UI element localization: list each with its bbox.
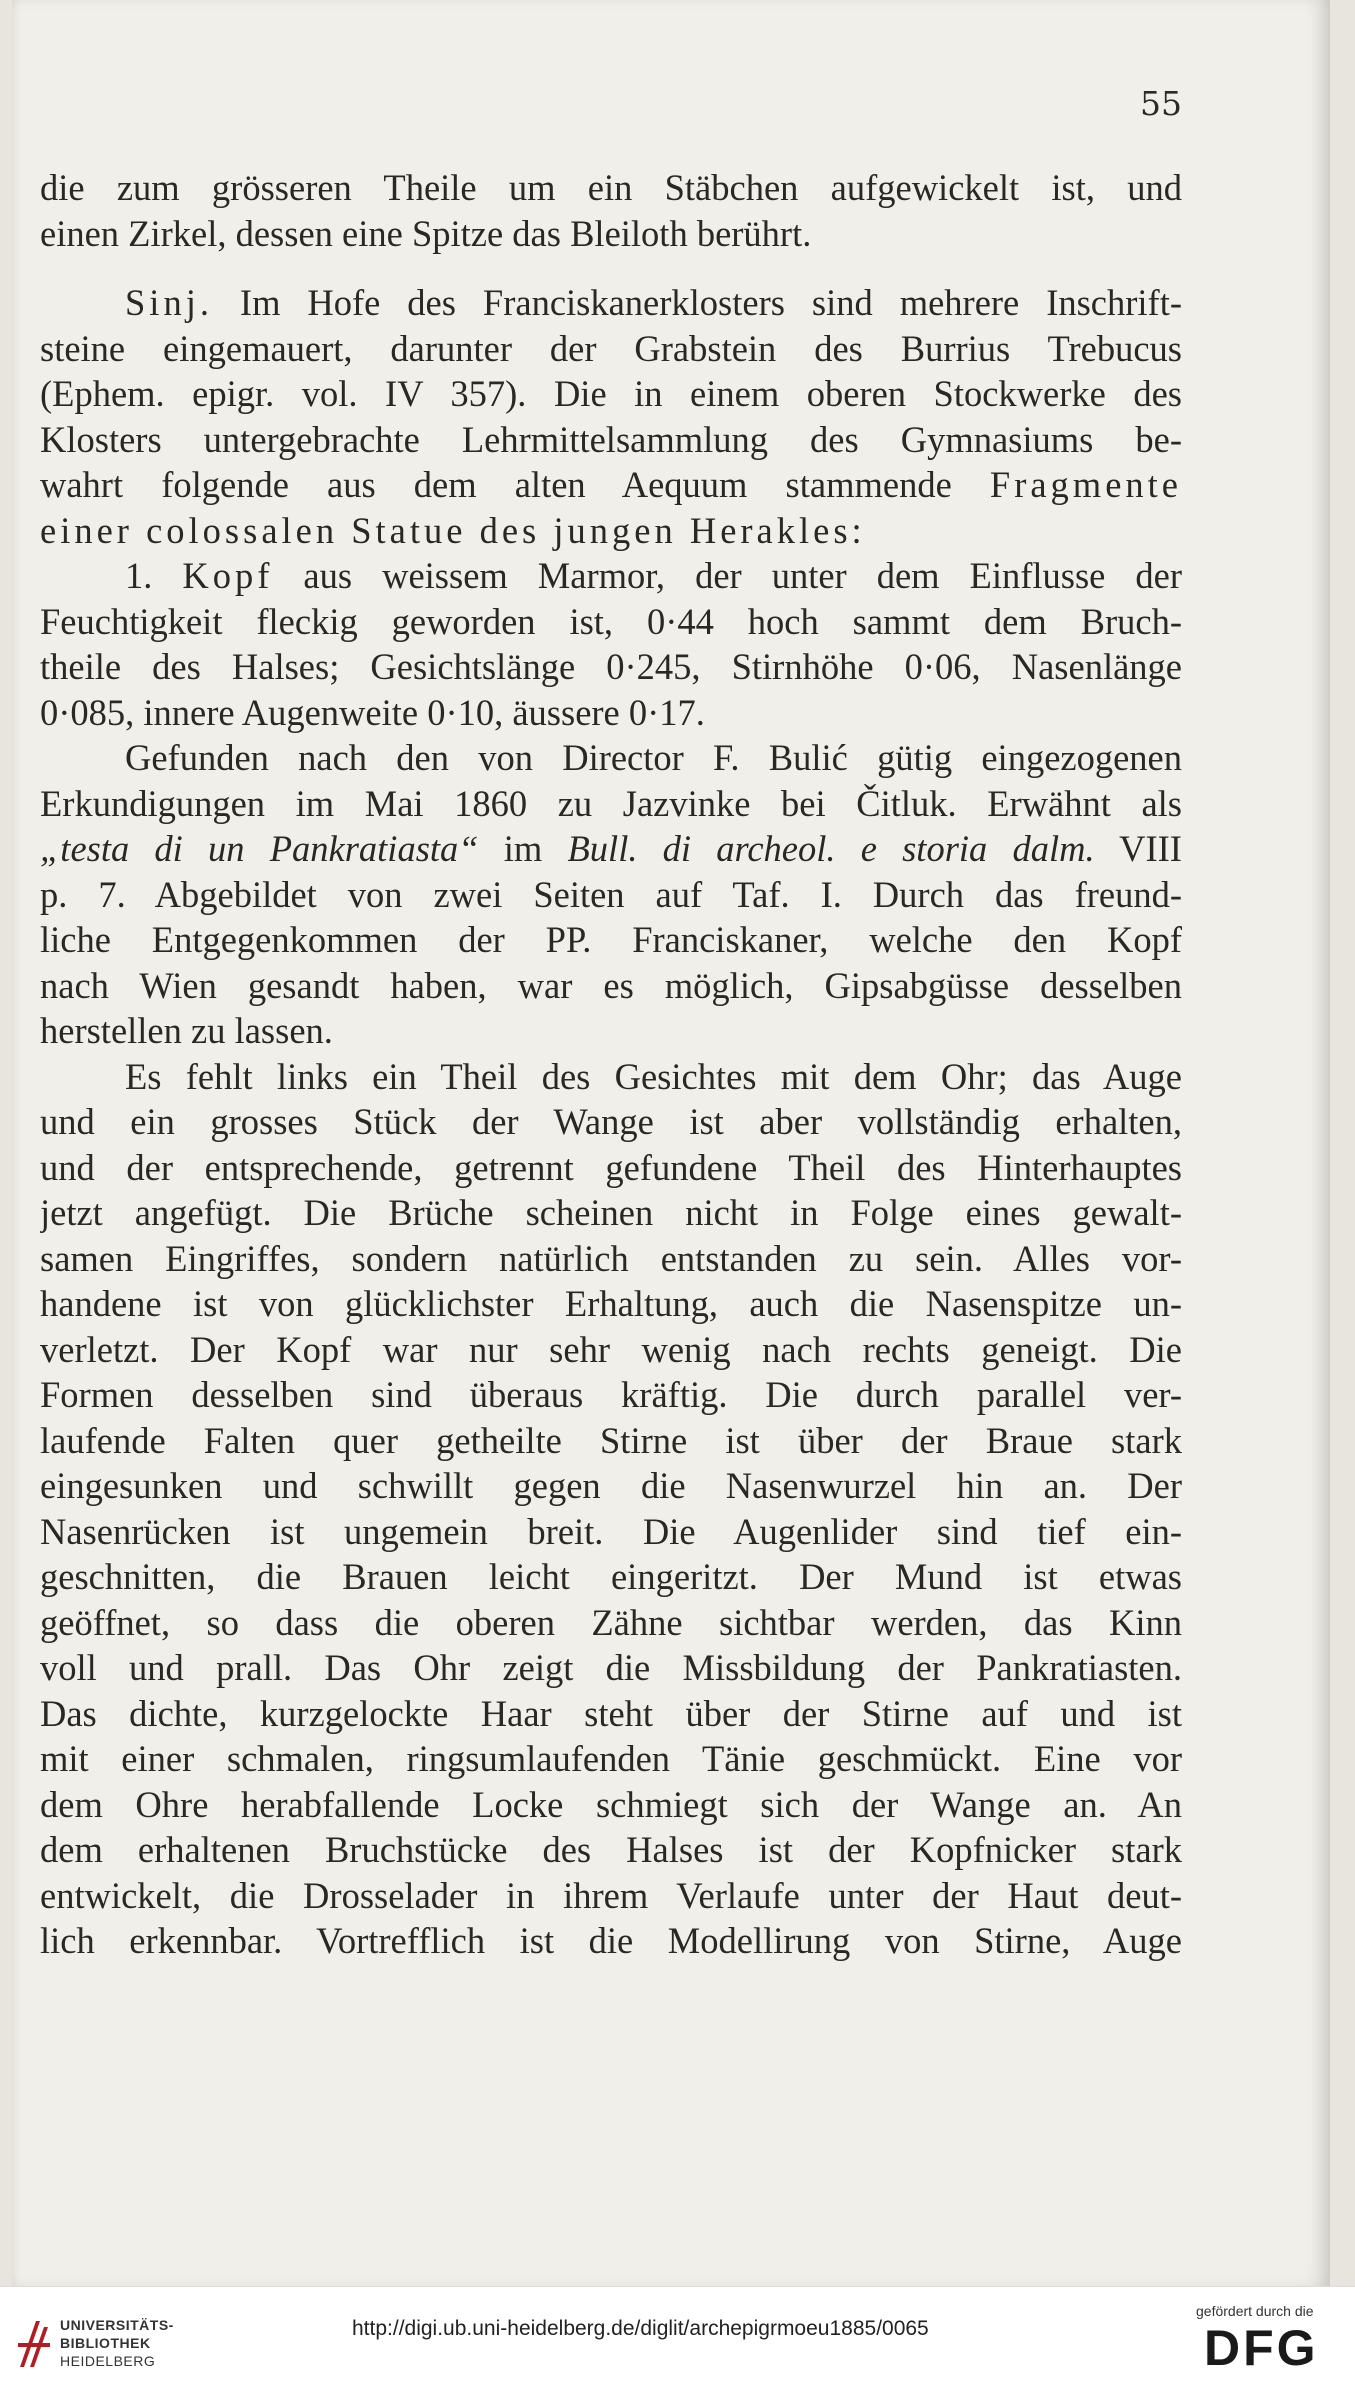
text-segment: 1.	[125, 555, 183, 596]
text-segment: aus weissem Marmor, der unter dem Einflusse der	[273, 555, 1182, 596]
text-line: einer colossalen Statue des jungen Herakles:	[40, 509, 866, 551]
text-line: geöffnet, so dass die oberen Zähne sichtbar werden, das Kinn	[40, 1601, 1182, 1643]
text-line: mit einer schmalen, ringsumlaufenden Tänie geschmückt. Eine vor	[40, 1738, 1182, 1779]
digitization-footer	[0, 2286, 1355, 2385]
text-line: einen Zirkel, dessen eine Spitze das Bleiloth berührt.	[40, 212, 812, 254]
text-line: laufende Falten quer getheilte Stirne ist über der Braue stark	[40, 1419, 1182, 1461]
university-library-logo-icon	[14, 2317, 54, 2369]
funding-note: gefördert durch die	[1196, 2303, 1314, 2319]
text-line: dem Ohre herabfallende Locke schmiegt sich der Wange an. An	[40, 1783, 1182, 1825]
text-line: dem erhaltenen Bruchstücke des Halses ist der Kopfnicker stark	[40, 1829, 1182, 1870]
text-line: eingesunken und schwillt gegen die Nasenwurzel hin an. Der	[40, 1465, 1182, 1506]
text-segment: im	[478, 828, 568, 869]
library-name-line1: UNIVERSITÄTS-	[60, 2317, 174, 2333]
text-line: die zum grösseren Theile um ein Stäbchen aufgewickelt ist, und	[40, 167, 1182, 208]
text-line: Das dichte, kurzgelockte Haar steht über der Stirne auf und ist	[40, 1692, 1182, 1734]
text-line: voll und prall. Das Ohr zeigt die Missbildung der Pankratiasten.	[40, 1647, 1182, 1688]
dfg-logo: DFG	[1204, 2320, 1319, 2376]
spaced-term: Kopf	[182, 555, 274, 596]
library-name-line2: BIBLIOTHEK	[60, 2335, 151, 2351]
text-line: p. 7. Abgebildet von zwei Seiten auf Taf. I. Durch das freund-	[40, 873, 1182, 915]
text-line	[40, 280, 1182, 326]
text-line: Gefunden nach den von Director F. Bulić gütig eingezogenen	[125, 737, 1182, 778]
text-line: handene ist von glücklichster Erhaltung, auch die Nasenspitze un-	[40, 1283, 1182, 1324]
text-line: Erkundigungen im Mai 1860 zu Jazvinke bei Čitluk. Erwähnt als	[40, 782, 1182, 824]
italic-citation: „testa di un Pankratiasta“	[40, 828, 479, 869]
text-line: steine eingemauert, darunter der Grabstein des Burrius Trebucus	[40, 327, 1182, 369]
text-line: Feuchtigkeit fleckig geworden ist, 0·44 hoch sammt dem Bruch-	[40, 600, 1182, 642]
text-segment: Im Hofe des Franciskanerklosters sind mehrere Inschrift-	[212, 282, 1182, 323]
text-line: verletzt. Der Kopf war nur sehr wenig nach rechts geneigt. Die	[40, 1328, 1182, 1370]
text-line: Es fehlt links ein Theil des Gesichtes mit dem Ohr; das Auge	[125, 1055, 1182, 1097]
text-line: Formen desselben sind überaus kräftig. Die durch parallel ver-	[40, 1374, 1182, 1415]
place-heading: Sinj.	[125, 282, 213, 323]
text-line: samen Eingriffes, sondern natürlich entstanden zu sein. Alles vor-	[40, 1237, 1182, 1279]
permalink-url[interactable]: http://digi.ub.uni-heidelberg.de/diglit/archepigrmoeu1885/0065	[352, 2317, 929, 2340]
text-line: liche Entgegenkommen der PP. Franciskaner, welche den Kopf	[40, 919, 1182, 960]
text-line: herstellen zu lassen.	[40, 1010, 333, 1051]
text-line: und der entsprechende, getrennt gefundene Theil des Hinterhauptes	[40, 1146, 1182, 1188]
text-line: theile des Halses; Gesichtslänge 0·245, Stirnhöhe 0·06, Nasenlänge	[40, 646, 1182, 687]
text-line	[40, 462, 1182, 508]
book-page	[12, 0, 1330, 2286]
text-line: geschnitten, die Brauen leicht eingeritzt. Der Mund ist etwas	[40, 1556, 1182, 1597]
text-line: lich erkennbar. Vortrefflich ist die Modellirung von Stirne, Auge	[40, 1920, 1182, 1961]
text-line: 0·085, innere Augenweite 0·10, äussere 0·17.	[40, 691, 705, 733]
text-line	[40, 826, 1182, 872]
text-line: (Ephem. epigr. vol. IV 357). Die in einem oberen Stockwerke des	[40, 373, 1182, 414]
text-line: Klosters untergebrachte Lehrmittelsammlung des Gymnasiums be-	[40, 418, 1182, 460]
text-line: Nasenrücken ist ungemein breit. Die Augenlider sind tief ein-	[40, 1510, 1182, 1552]
text-line: jetzt angefügt. Die Brüche scheinen nicht in Folge eines gewalt-	[40, 1192, 1182, 1233]
text-segment: VIII	[1094, 828, 1182, 869]
text-line: nach Wien gesandt haben, war es möglich, Gipsabgüsse desselben	[40, 964, 1182, 1006]
text-line	[40, 553, 1182, 599]
page-number: 55	[1140, 84, 1182, 123]
library-name-line3: HEIDELBERG	[60, 2353, 156, 2369]
italic-journal-title: Bull. di archeol. e storia dalm.	[567, 828, 1095, 869]
text-line: und ein grosses Stück der Wange ist aber vollständig erhalten,	[40, 1101, 1182, 1142]
paragraph-gap	[40, 256, 1182, 280]
page-body-text	[40, 165, 1182, 1964]
text-line: entwickelt, die Drosselader in ihrem Verlaufe unter der Haut deut-	[40, 1874, 1182, 1916]
text-segment: wahrt folgende aus dem alten Aequum stammende	[40, 464, 990, 505]
spaced-term: Fragmente	[989, 464, 1182, 505]
